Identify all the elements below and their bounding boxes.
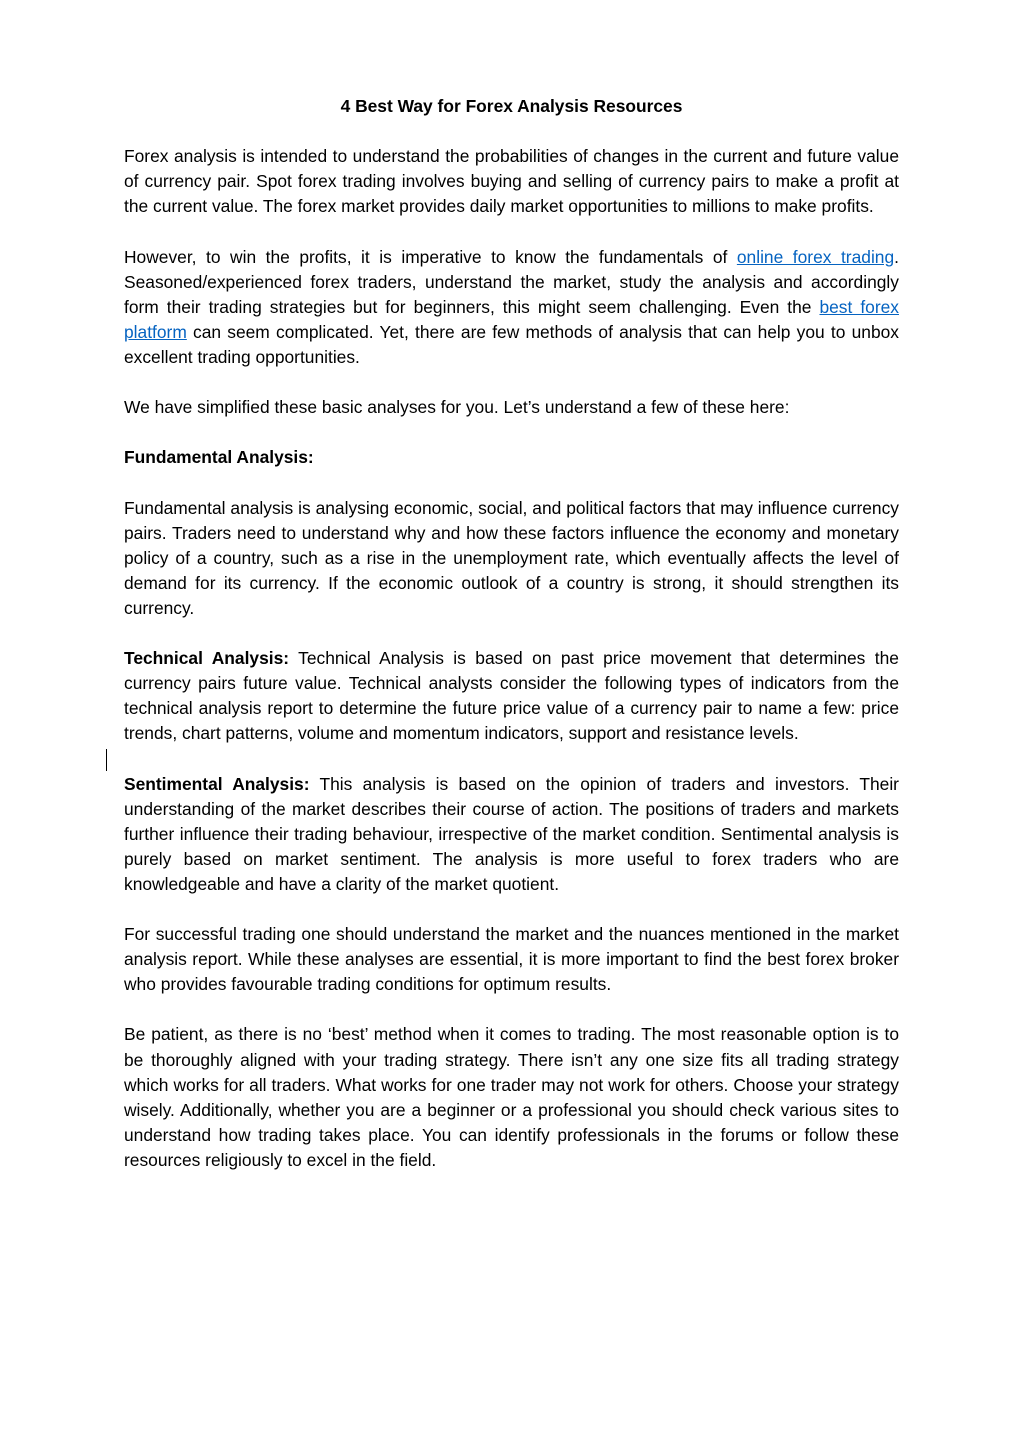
document-body [124, 94, 899, 1198]
paragraph-be-patient: Be patient, as there is no ‘best’ method when it comes to trading. The most reasonable option is to be thoroughly aligned with your trading strategy. There isn’t any one size fits all trading strategy which works for all traders. What works for one trader may not work for others. Choose your strategy wisely. Additionally, whether you are a beginner or a professional you should check various sites to understand how trading takes place. You can identify professionals in the forums or follow these resources religiously to excel in the field. [124, 1024, 899, 1170]
paragraph-fundamentals [124, 245, 899, 370]
sentimental-analysis-label: Sentimental Analysis: [124, 773, 310, 794]
online-forex-trading-link[interactable]: online forex trading [736, 246, 895, 267]
fundamental-analysis-heading: Fundamental Analysis: [124, 447, 314, 468]
paragraph-text: can seem complicated. Yet, there are few methods of analysis that can help you to unbox excellent trading opportunities. [124, 321, 899, 367]
sentimental-analysis-text: This analysis is based on the opinion of traders and investors. Their understanding of the market describes their course of action. The positions of traders and markets further influence their trading behaviour, irrespective of the market condition. Sentimental analysis is purely based on market sentiment. The analysis is more useful to forex traders who are knowledgeable and have a clarity of the market quotient. [124, 773, 899, 894]
paragraph-successful-trading: For successful trading one should understand the market and the nuances mentioned in the market analysis report. While these analyses are essential, it is more important to find the best forex broker who provides favourable trading conditions for optimum results. [124, 924, 899, 995]
paragraph-fundamental-analysis: Fundamental analysis is analysing economic, social, and political factors that may influence currency pairs. Traders need to understand why and how these factors influence the economy and monetary policy of a country, such as a rise in the unemployment rate, which eventually affects the level of demand for its currency. If the economic outlook of a country is strong, it should strengthen its currency. [124, 497, 899, 618]
paragraph-intro: Forex analysis is intended to understand the probabilities of changes in the current and future value of currency pair. Spot forex trading involves buying and selling of currency pairs to make a profit at the current value. The forex market provides daily market opportunities to millions to make profits. [124, 146, 899, 217]
technical-analysis-text: Technical Analysis is based on past price movement that determines the currency pairs future value. Technical analysts consider the following types of indicators from the technical analysis report to determine the future price value of a currency pair to name a few: price trends, chart patterns, volume and momentum indicators, support and resistance levels. [124, 648, 899, 744]
document-title: 4 Best Way for Forex Analysis Resources [340, 96, 683, 116]
paragraph-text: . Seasoned/experienced forex traders, understand the market, study the analysis and accordingly form their trading strategies but for beginners, this might seem challenging. Even the [124, 246, 899, 317]
paragraph-technical-analysis [124, 646, 899, 746]
best-forex-platform-link[interactable]: best forex platform [124, 296, 899, 342]
technical-analysis-label: Technical Analysis: [124, 648, 290, 669]
paragraph-sentimental-analysis [124, 772, 899, 897]
paragraph-text: However, to win the profits, it is imperative to know the fundamentals of [124, 246, 737, 267]
text-cursor [106, 749, 107, 771]
paragraph-simplified: We have simplified these basic analyses for you. Let’s understand a few of these here: [124, 397, 790, 418]
